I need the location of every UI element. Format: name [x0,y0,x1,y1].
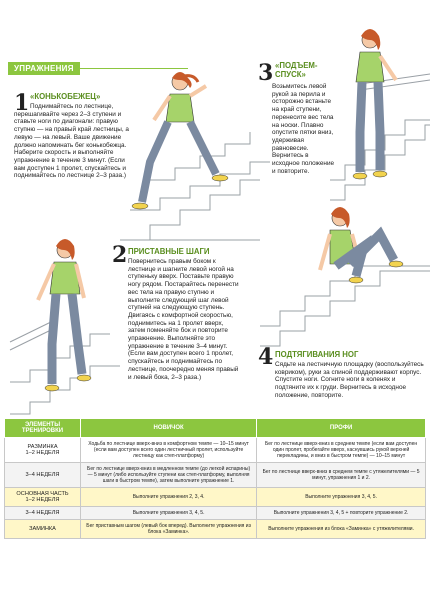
stage-name: РАЗМИНКА [27,444,58,450]
beginner-cell: Выполните упражнения 2, 3, 4. [81,488,257,507]
pro-cell: Бег по лестнице вверх-вниз в среднем темпе (если вам доступен один пролет, пробегайте вверх, каснувшись рукой верхней перекладины, и вниз в быстром темпе) — 10–15 минут [257,438,426,463]
pro-cell: Выполните упражнения 3, 4, 5 + повторите упражнение 2. [257,507,426,520]
exercise-title: ПРИСТАВНЫЕ ШАГИ [128,247,210,256]
stage-weeks: 1–2 НЕДЕЛЯ [25,497,60,503]
exercise-title: «ПОДЪЕМ-СПУСК» [275,61,318,79]
exercise-4 [258,346,426,400]
exercise-number: 1 [14,90,30,116]
table-row [5,520,426,539]
exercise-title: ПОДТЯГИВАНИЯ НОГ [275,350,359,359]
training-table [4,418,426,539]
table-header-row [5,419,426,438]
exercise-number: 2 [112,242,128,268]
header-stage: ЭЛЕМЕНТЫ ТРЕНИРОВКИ [5,419,81,438]
beginner-cell: Бег приставным шагом (левый бок вперед). Выполните упражнения из блока «Заминка». [81,520,257,539]
illustration-heel-raise [330,20,430,200]
exercise-1 [14,92,136,180]
stage-weeks: 3–4 НЕДЕЛЯ [25,472,60,478]
beginner-cell: Ходьба по лестнице вверх-вниз в комфортном темпе — 10–15 минут (если вам доступен всего один лестничный пролет, используйте лестницу как степ-платформу) [81,438,257,463]
stage-name: ОСНОВНАЯ ЧАСТЬ [16,491,69,497]
stage-weeks: 3–4 НЕДЕЛЯ [25,510,60,516]
illustration-side-step [10,232,120,417]
stage-cell [5,463,81,488]
beginner-cell: Выполните упражнения 3, 4, 5. [81,507,257,520]
exercise-3 [258,62,338,175]
header-pro: ПРОФИ [257,419,426,438]
exercise-number: 4 [258,344,274,370]
exercise-text: Поднимайтесь по лестнице, перешагивайте через 2–3 ступени и ставьте ноги по диагонали: правую ступню — на правый край лестницы, а левую — на левый. Ваше движение должно напоминать бег конькобежца. Наберите скорость и выполняйте упражнение в течение 3 минут. (Если вам доступен 1 пролет, спускайтесь и поднимайтесь по лестнице 2–3 раза.) [14,103,129,180]
stage-cell [5,488,81,507]
stage-cell [5,520,81,539]
stage-cell [5,507,81,520]
section-tag: УПРАЖНЕНИЯ [8,62,80,75]
stage-cell [5,438,81,463]
table-row [5,507,426,520]
table-row [5,463,426,488]
exercise-text: Повернитесь правым боком к лестнице и шагните левой ногой на ступеньку вверх. Поставьте правую ногу рядом. Постарайтесь перенести вес тела на правую ступню и выполните следующий шаг левой ступней на следующую ступень. Двигаясь с комфортной скоростью, поднимитесь на 1 пролет вверх, затем поменяйте бок и повторите упражнение. Выполняйте это упражнение в течение 3–4 минут. (Если вам доступен всего 1 пролет, спускайтесь и поднимайтесь по лестнице, поочередно меняя правый и левый бока, 2–3 раза.) [128,258,239,381]
header-beginner: НОВИЧОК [81,419,257,438]
illustration-leg-pullups [260,196,430,346]
beginner-cell: Бег по лестнице вверх-вниз в медленном темпе (до легкой испарины) — 5 минут (либо используйте ступени как степ-платформу, выполняя шаги в быстром темпе), затем выполните упражнение 1. [81,463,257,488]
pro-cell: Выполните упражнения 3, 4, 5. [257,488,426,507]
exercise-text: Сядьте на лестничную площадку (воспользуйтесь ковриком), руки за спиной поддерживают корпус. Спустите ноги. Согните ноги в коленях и подтяните их к груди. Вернитесь в исходное положение, повторите. [275,361,424,399]
exercise-text: Возьмитесь левой рукой за перила и осторожно встаньте на край ступени, перенесите вес тела на носки. Плавно опустите пятки вниз, удерживая равновесие. Вернитесь в исходное положение и повторите. [272,83,335,175]
table-row [5,438,426,463]
exercise-number: 3 [258,60,274,86]
stage-name: ЗАМИНКА [29,526,56,532]
table-row [5,488,426,507]
pro-cell: Выполните упражнения из блока «Заминка» с утяжелителями. [257,520,426,539]
pro-cell: Бег по лестнице вверх-вниз в среднем темпе с утяжелителями — 5 минут, упражнения 1 и 2. [257,463,426,488]
stage-weeks: 1–2 НЕДЕЛЯ [25,450,60,456]
exercise-2 [112,244,242,381]
exercise-title: «КОНЬКОБЕЖЕЦ» [30,92,101,101]
